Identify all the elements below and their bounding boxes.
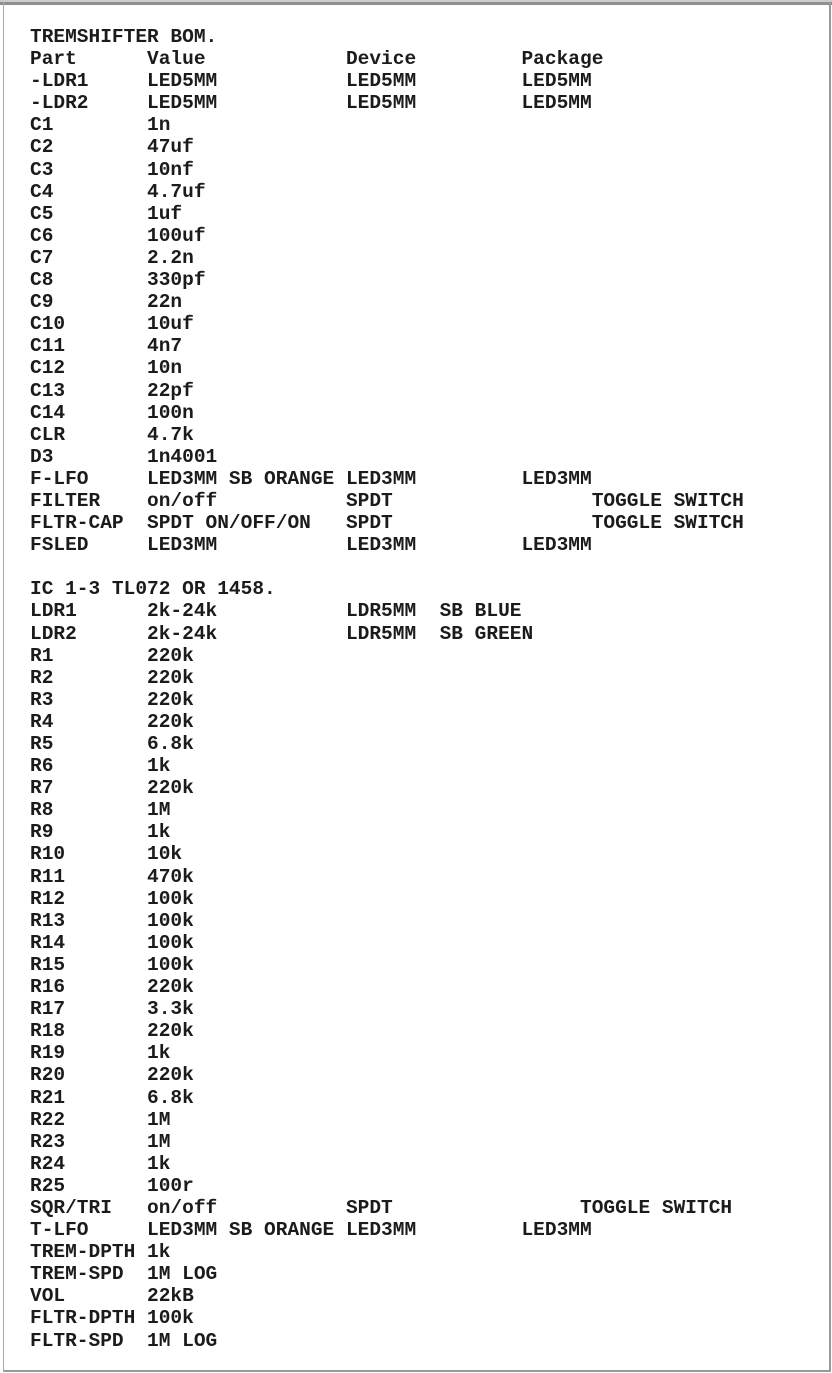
bom-line: R8 1M	[30, 799, 171, 822]
bom-line: R3 220k	[30, 688, 194, 711]
bom-line: R21 6.8k	[30, 1086, 194, 1109]
page-top-border	[0, 0, 832, 5]
bom-line: R6 1k	[30, 755, 171, 778]
bom-line: R5 6.8k	[30, 733, 194, 755]
bom-line: C12 10n	[30, 357, 183, 380]
bom-line: R15 100k	[30, 953, 194, 976]
bom-line: FLTR-CAP SPDT ON/OFF/ON SPDT TOGGLE SWITCH	[30, 512, 744, 535]
bom-line: R7 220k	[30, 777, 194, 800]
bom-line: -LDR2 LED5MM LED5MM LED5MM	[30, 92, 592, 115]
bom-line: C14 100n	[30, 401, 194, 424]
bom-line: FILTER on/off SPDT TOGGLE SWITCH	[30, 489, 744, 512]
bom-line: D3 1n4001	[30, 445, 218, 468]
bom-line: F-LFO LED3MM SB ORANGE LED3MM LED3MM	[30, 467, 592, 490]
bom-line: TREM-DPTH 1k	[30, 1241, 171, 1264]
bom-line: C5 1uf	[30, 202, 183, 225]
bom-line: C7 2.2n	[30, 246, 194, 269]
bom-line: R13 100k	[30, 909, 194, 932]
bom-line: C6 100uf	[30, 224, 206, 247]
bom-line: C11 4n7	[30, 335, 183, 358]
bom-line: R23 1M	[30, 1130, 171, 1153]
bom-line: T-LFO LED3MM SB ORANGE LED3MM LED3MM	[30, 1219, 592, 1242]
bom-line: R10 10k	[30, 843, 183, 866]
bom-line: R1 220k	[30, 644, 194, 667]
bom-line: R4 220k	[30, 710, 194, 733]
bom-line: R25 100r	[30, 1174, 194, 1197]
bom-line: FSLED LED3MM LED3MM LED3MM	[30, 534, 592, 557]
bom-line: LDR2 2k-24k LDR5MM SB GREEN	[30, 622, 534, 645]
bom-line: C4 4.7uf	[30, 180, 206, 203]
document-title: TREMSHIFTER BOM.	[30, 26, 218, 48]
bom-line: R14 100k	[30, 931, 194, 954]
bom-line: C13 22pf	[30, 379, 194, 402]
blank-line	[30, 556, 744, 578]
bom-line: C3 10nf	[30, 158, 194, 181]
bom-line: VOL 22kB	[30, 1285, 194, 1308]
bom-line: C10 10uf	[30, 313, 194, 336]
bom-line: -LDR1 LED5MM LED5MM LED5MM	[30, 70, 592, 93]
bom-line: CLR 4.7k	[30, 423, 194, 446]
bom-line: R19 1k	[30, 1042, 171, 1065]
bom-line: R9 1k	[30, 821, 171, 844]
bom-line: R12 100k	[30, 887, 194, 910]
bom-line: FLTR-DPTH 100k	[30, 1307, 194, 1330]
bom-line: C9 22n	[30, 291, 183, 314]
bom-line: SQR/TRI on/off SPDT TOGGLE SWITCH	[30, 1196, 733, 1219]
bom-line: R17 3.3k	[30, 998, 194, 1021]
bom-line: C2 47uf	[30, 136, 194, 159]
bom-line: FLTR-SPD 1M LOG	[30, 1329, 218, 1352]
bom-line: R16 220k	[30, 976, 194, 999]
bom-line: TREM-SPD 1M LOG	[30, 1263, 218, 1286]
bom-line: LDR1 2k-24k LDR5MM SB BLUE	[30, 600, 522, 623]
bom-line: R18 220k	[30, 1020, 194, 1043]
bom-line: R22 1M	[30, 1108, 171, 1131]
table-column-header: Part Value Device Package	[30, 48, 604, 71]
section-note: IC 1-3 TL072 OR 1458.	[30, 578, 276, 601]
bom-line: R24 1k	[30, 1152, 171, 1175]
bom-text-block	[30, 26, 744, 1352]
bom-line: C8 330pf	[30, 269, 206, 292]
bom-line: R20 220k	[30, 1064, 194, 1087]
bom-line: C1 1n	[30, 114, 171, 137]
bom-line: R11 470k	[30, 865, 194, 888]
bom-line: R2 220k	[30, 666, 194, 689]
